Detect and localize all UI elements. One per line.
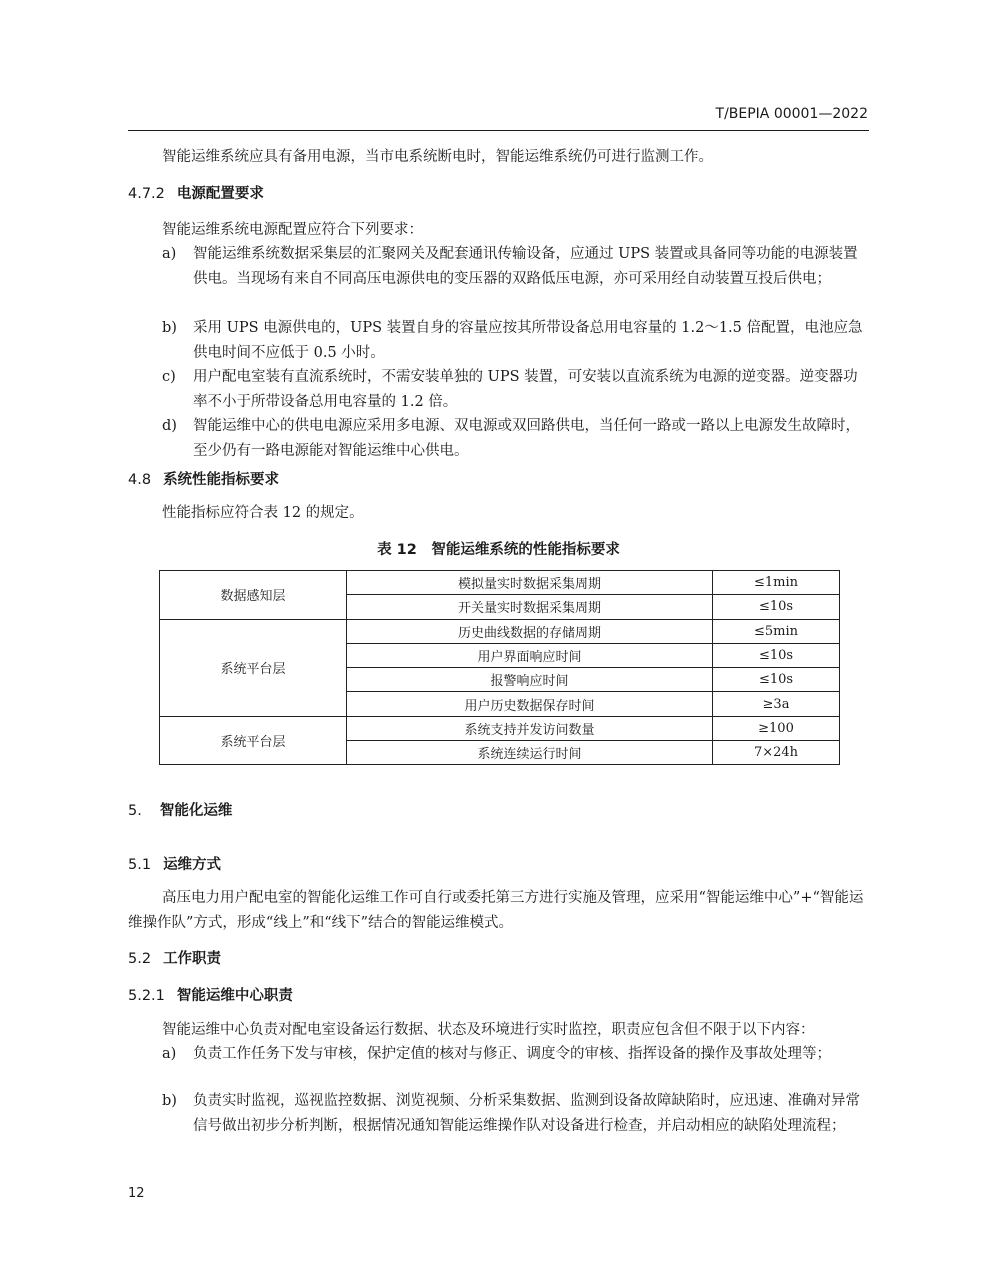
header-divider [128,130,869,131]
table-row [160,619,840,643]
section-number: 4.7.2 [128,186,165,202]
list-item-label: a) [162,246,177,262]
list-item-text: 智能运维系统数据采集层的汇聚网关及配套通讯传输设备，应通过 UPS 装置或具备同等功能的电源装置供电。当现场有来自不同高压电源供电的变压器的双路低压电源，亦可采用经自动装置互投后供电； [193,246,858,287]
section-4-7-2-heading [128,182,264,203]
list-item [162,414,868,463]
chapter-5-heading [128,799,232,820]
operation-mode-paragraph: 高压电力用户配电室的智能化运维工作可自行或委托第三方进行实施及管理，应采用“智能运维中心”+“智能运维操作队”方式，形成“线上”和“线下”结合的智能运维模式。 [128,890,864,931]
section-title: 智能化运维 [159,803,233,819]
list-item [162,1089,868,1138]
value-cell: ≤1min [713,571,840,595]
value-cell: ≤10s [713,595,840,619]
list-item-text: 负责工作任务下发与审核，保护定值的核对与修正、调度令的审核、指挥设备的操作及事故处理等； [193,1046,831,1062]
metric-cell: 系统连续运行时间 [347,741,713,765]
page-number: 12 [128,1186,145,1201]
performance-intro: 性能指标应符合表 12 的规定。 [162,505,364,521]
section-4-8-heading [128,468,279,489]
list-item [162,365,868,414]
performance-table [159,570,840,765]
list-item [162,242,868,291]
table-row [160,571,840,595]
metric-cell: 系统支持并发访问数量 [347,716,713,740]
section-title: 智能运维中心职责 [176,988,293,1004]
value-cell: ≥100 [713,716,840,740]
list-item-label: b) [162,320,177,336]
section-5-1-heading [128,853,221,874]
section-number: 5. [128,803,142,819]
list-item-text: 智能运维中心的供电电源应采用多电源、双电源或双回路供电，当任何一路或一路以上电源发生故障时，至少仍有一路电源能对智能运维中心供电。 [193,418,860,459]
section-title: 系统性能指标要求 [163,472,280,488]
list-item-label: c) [162,369,176,385]
section-number: 4.8 [128,472,152,488]
section-number: 5.2.1 [128,988,165,1004]
metric-cell: 模拟量实时数据采集周期 [347,571,713,595]
value-cell: ≤5min [713,619,840,643]
value-cell: 7×24h [713,741,840,765]
metric-cell: 开关量实时数据采集周期 [347,595,713,619]
duty-intro: 智能运维中心负责对配电室设备运行数据、状态及环境进行实时监控，职责应包含但不限于以下内容： [162,1022,815,1038]
section-title: 电源配置要求 [176,186,264,202]
backup-power-paragraph: 智能运维系统应具有备用电源，当市电系统断电时，智能运维系统仍可进行监测工作。 [162,149,713,165]
layer-cell: 系统平台层 [160,619,347,716]
table-row [160,716,840,740]
value-cell: ≤10s [713,668,840,692]
section-number: 5.2 [128,951,152,967]
value-cell: ≥3a [713,692,840,716]
metric-cell: 用户界面响应时间 [347,643,713,667]
list-item-text: 采用 UPS 电源供电的，UPS 装置自身的容量应按其所带设备总用电容量的 1.2～1.5 倍配置，电池应急供电时间不应低于 0.5 小时。 [193,320,863,361]
section-title: 工作职责 [163,951,222,967]
list-item [162,316,868,365]
section-5-2-heading [128,947,221,968]
table-caption: 表 12 智能运维系统的性能指标要求 [377,542,620,558]
list-item-label: b) [162,1093,177,1109]
list-item-label: a) [162,1046,177,1062]
metric-cell: 用户历史数据保存时间 [347,692,713,716]
list-item [162,1042,868,1067]
list-item-text: 用户配电室装有直流系统时，不需安装单独的 UPS 装置，可安装以直流系统为电源的逆变器。逆变器功率不小于所带设备总用电容量的 1.2 倍。 [193,369,858,410]
list-item-text: 负责实时监视，巡视监控数据、浏览视频、分析采集数据、监测到设备故障缺陷时，应迅速、准确对异常信号做出初步分析判断，根据情况通知智能运维操作队对设备进行检查，并启动相应的缺陷处理流程； [193,1093,860,1134]
power-config-intro: 智能运维系统电源配置应符合下列要求： [162,222,423,238]
section-title: 运维方式 [163,857,222,873]
section-5-2-1-heading [128,984,293,1005]
metric-cell: 历史曲线数据的存储周期 [347,619,713,643]
section-number: 5.1 [128,857,152,873]
list-item-label: d) [162,418,177,434]
layer-cell: 数据感知层 [160,571,347,620]
layer-cell: 系统平台层 [160,716,347,765]
metric-cell: 报警响应时间 [347,668,713,692]
value-cell: ≤10s [713,643,840,667]
standard-code: T/BEPIA 00001—2022 [715,106,868,122]
